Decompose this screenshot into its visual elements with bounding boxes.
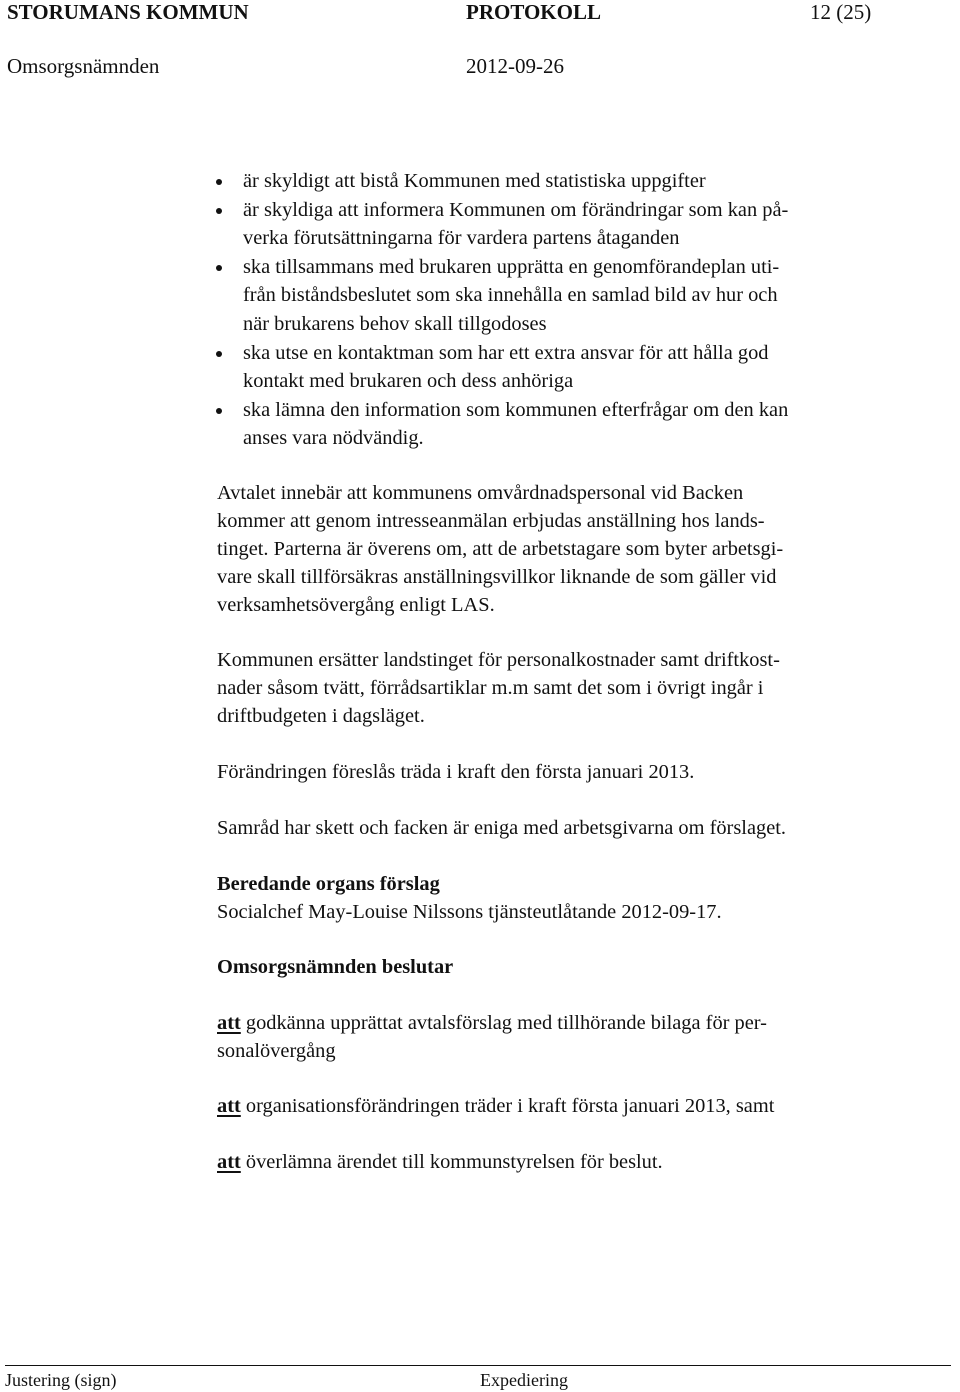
paragraph-forandring: Förändringen föreslås träda i kraft den första januari 2013. <box>217 761 695 783</box>
paragraph-samrad: Samråd har skett och facken är eniga med arbetsgivarna om förslaget. <box>217 817 787 839</box>
decision-item <box>217 1092 774 1120</box>
decision-text: organisationsförändringen träder i kraft första januari 2013, samt <box>240 1095 775 1117</box>
footer-rule <box>5 1365 951 1366</box>
bullet-item-line: ska lämna den information som kommunen efterfrågar om den kan <box>243 399 789 421</box>
page-number: 12 (25) <box>810 0 872 24</box>
paragraph-line: verksamhetsövergång enligt LAS. <box>217 594 495 616</box>
bullet-item-line: ska tillsammans med brukaren upprätta en genomförandeplan uti- <box>243 256 780 278</box>
paragraph-line: Avtalet innebär att kommunens omvårdnadspersonal vid Backen <box>217 482 744 504</box>
att-keyword: att <box>217 1151 241 1173</box>
bullet-dot <box>216 208 222 214</box>
beredande-text: Socialchef May-Louise Nilssons tjänsteutlåtande 2012-09-17. <box>217 901 722 923</box>
bullet-item-line: verka förutsättningarna för vardera partens åtaganden <box>243 227 680 249</box>
bullet-dot <box>216 408 222 414</box>
bullet-dot <box>216 179 222 185</box>
decision-item <box>217 1148 663 1176</box>
bullet-dot <box>216 265 222 271</box>
paragraph-line: nader såsom tvätt, förrådsartiklar m.m samt det som i övrigt ingår i <box>217 677 764 699</box>
footer-expediering: Expediering <box>480 1370 568 1390</box>
bullet-item-line: är skyldigt att bistå Kommunen med statistiska uppgifter <box>243 170 706 192</box>
bullet-item-line: kontakt med brukaren och dess anhöriga <box>243 370 574 392</box>
org-name: STORUMANS KOMMUN <box>7 0 249 24</box>
bullet-dot <box>216 351 222 357</box>
bullet-item-line: från biståndsbeslutet som ska innehålla en samlad bild av hur och <box>243 284 778 306</box>
decision-text: godkänna upprättat avtalsförslag med tillhörande bilaga för per- <box>240 1012 767 1034</box>
decision-text: överlämna ärendet till kommunstyrelsen för beslut. <box>240 1151 663 1173</box>
paragraph-line: tinget. Parterna är överens om, att de arbetstagare som byter arbetsgi- <box>217 538 784 560</box>
decision-item <box>217 1009 767 1037</box>
meeting-date: 2012-09-26 <box>466 54 564 78</box>
document-type: PROTOKOLL <box>466 0 601 24</box>
att-keyword: att <box>217 1095 241 1117</box>
bullet-item-line: är skyldiga att informera Kommunen om förändringar som kan på- <box>243 199 789 221</box>
att-keyword: att <box>217 1012 241 1034</box>
decision-item-continuation: sonalövergång <box>217 1040 336 1062</box>
section-heading-beredande: Beredande organs förslag <box>217 873 440 895</box>
board-name: Omsorgsnämnden <box>7 54 160 78</box>
paragraph-line: vare skall tillförsäkras anställningsvillkor liknande de som gäller vid <box>217 566 777 588</box>
bullet-item-line: när brukarens behov skall tillgodoses <box>243 313 547 335</box>
section-heading-beslut: Omsorgsnämnden beslutar <box>217 956 454 978</box>
bullet-item-line: anses vara nödvändig. <box>243 427 424 449</box>
bullet-item-line: ska utse en kontaktman som har ett extra ansvar för att hålla god <box>243 342 769 364</box>
paragraph-line: driftbudgeten i dagsläget. <box>217 705 425 727</box>
footer-justering: Justering (sign) <box>5 1370 117 1390</box>
paragraph-line: kommer att genom intresseanmälan erbjudas anställning hos lands- <box>217 510 765 532</box>
paragraph-line: Kommunen ersätter landstinget för personalkostnader samt driftkost- <box>217 649 780 671</box>
